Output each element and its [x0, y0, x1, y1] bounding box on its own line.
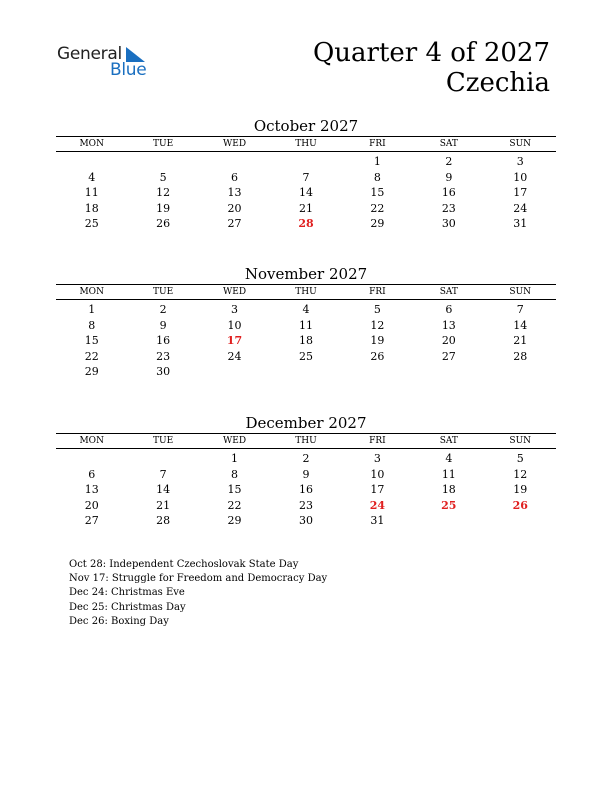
- logo: [57, 44, 157, 84]
- day-cell: 9: [159, 318, 167, 332]
- day-cell: 5: [516, 452, 524, 465]
- holiday-item: Oct 28: Independent Czechoslovak State Day: [69, 559, 299, 570]
- day-cell: 7: [302, 170, 310, 184]
- day-cell: 12: [513, 467, 528, 481]
- day-cell: 21: [156, 498, 171, 512]
- day-cell: 29: [370, 217, 385, 230]
- month-october: [56, 116, 556, 232]
- day-cell: [413, 513, 484, 529]
- day-cell: 29: [84, 365, 99, 378]
- day-cell: [485, 513, 556, 529]
- week-row: [56, 302, 556, 318]
- day-cell: 30: [156, 365, 171, 378]
- day-cell: 15: [370, 186, 385, 199]
- day-cell: 18: [84, 201, 99, 215]
- day-cell: 2: [445, 155, 453, 168]
- day-cell: 22: [84, 349, 99, 363]
- day-cell: 3: [373, 452, 381, 465]
- weekday-label: WED: [223, 436, 247, 446]
- day-cell: 25: [441, 498, 457, 512]
- month-title: December 2027: [245, 414, 367, 432]
- week-row: [56, 513, 556, 529]
- week-row: [56, 170, 556, 186]
- day-cell: 28: [513, 349, 528, 363]
- day-cell: 30: [298, 514, 313, 527]
- weekday-label: MON: [79, 139, 104, 149]
- day-cell: 21: [298, 201, 313, 215]
- weekday-label: SAT: [439, 139, 458, 149]
- day-cell: 16: [298, 483, 313, 496]
- month-november: [56, 264, 556, 380]
- week-row: [56, 349, 556, 365]
- day-cell: 26: [512, 498, 528, 512]
- day-cell: 23: [298, 498, 313, 512]
- week-row: [56, 451, 556, 467]
- day-cell: 10: [513, 170, 528, 184]
- week-row: [56, 201, 556, 217]
- day-cell: 21: [513, 334, 528, 347]
- day-cell: [56, 451, 127, 467]
- holiday-item: Dec 25: Christmas Day: [69, 601, 186, 613]
- day-cell: 29: [227, 514, 242, 527]
- day-cell: [485, 364, 556, 380]
- month-december: [56, 413, 556, 529]
- week-row: [56, 154, 556, 170]
- weekday-label: WED: [223, 287, 247, 297]
- weekday-label: SUN: [509, 436, 532, 446]
- day-cell: 17: [513, 186, 528, 199]
- day-cell: 12: [156, 186, 171, 199]
- weekday-label: SAT: [439, 287, 458, 297]
- day-cell: 22: [370, 201, 385, 215]
- day-cell: 19: [156, 201, 171, 215]
- weekday-header: [56, 136, 556, 152]
- weekday-label: SUN: [509, 287, 532, 297]
- week-row: [56, 482, 556, 498]
- day-cell: 16: [441, 186, 456, 199]
- holiday-item: Dec 26: Boxing Day: [69, 615, 169, 627]
- day-cell: 17: [226, 334, 243, 347]
- month-title: October 2027: [253, 117, 359, 135]
- day-cell: 28: [298, 217, 314, 230]
- day-cell: 20: [84, 498, 99, 512]
- day-cell: 5: [373, 303, 381, 316]
- day-cell: 24: [513, 201, 528, 215]
- day-cell: 11: [298, 318, 313, 332]
- day-cell: 27: [84, 514, 99, 527]
- day-cell: 8: [373, 170, 381, 184]
- week-row: [56, 498, 556, 514]
- day-cell: [127, 451, 198, 467]
- day-cell: 14: [513, 318, 528, 332]
- day-cell: [413, 364, 484, 380]
- day-cell: 2: [302, 452, 310, 465]
- weekday-label: SUN: [509, 139, 532, 149]
- day-cell: [199, 364, 270, 380]
- day-cell: 1: [88, 303, 96, 316]
- day-cell: 6: [88, 467, 96, 481]
- weekday-label: SAT: [439, 436, 458, 446]
- logo-text-blue: Blue: [110, 60, 147, 80]
- day-cell: 5: [159, 170, 167, 184]
- day-cell: 19: [370, 334, 385, 347]
- day-cell: [56, 154, 127, 170]
- day-cell: 13: [441, 318, 456, 332]
- weekday-label: THU: [295, 436, 317, 446]
- day-cell: 18: [298, 334, 313, 347]
- holiday-list: [69, 558, 327, 629]
- weekday-label: THU: [295, 287, 317, 297]
- day-cell: 4: [88, 170, 96, 184]
- weekday-label: FRI: [369, 139, 386, 149]
- month-title: November 2027: [244, 265, 368, 283]
- day-cell: 8: [88, 318, 96, 332]
- day-cell: 25: [84, 217, 99, 230]
- day-cell: 15: [84, 334, 99, 347]
- day-cell: 11: [441, 467, 456, 481]
- weekday-label: THU: [295, 139, 317, 149]
- day-cell: 2: [159, 303, 167, 316]
- day-cell: 20: [441, 334, 456, 347]
- weekday-header: [56, 284, 556, 300]
- day-cell: 4: [302, 303, 310, 316]
- day-cell: 4: [445, 452, 453, 465]
- week-row: [56, 216, 556, 232]
- day-cell: 13: [227, 186, 242, 199]
- day-cell: 20: [227, 201, 242, 215]
- day-cell: 7: [516, 303, 524, 316]
- day-cell: [270, 364, 341, 380]
- weekday-label: TUE: [153, 436, 174, 446]
- day-cell: 27: [441, 349, 456, 363]
- day-cell: 26: [156, 217, 171, 230]
- day-cell: 18: [441, 483, 456, 496]
- day-cell: 27: [227, 217, 242, 230]
- week-row: [56, 318, 556, 334]
- day-cell: 13: [84, 483, 99, 496]
- day-cell: 6: [445, 303, 453, 316]
- country-title: Czechia: [445, 68, 550, 98]
- day-cell: 17: [370, 483, 385, 496]
- weekday-label: FRI: [369, 287, 386, 297]
- day-cell: 23: [441, 201, 456, 215]
- week-row: [56, 185, 556, 201]
- weekday-label: WED: [223, 139, 247, 149]
- holiday-item: Nov 17: Struggle for Freedom and Democracy Day: [69, 573, 328, 585]
- logo-text-general: General: [57, 44, 122, 64]
- weekday-label: TUE: [153, 287, 174, 297]
- day-cell: 3: [516, 155, 524, 168]
- day-cell: 8: [231, 467, 239, 481]
- week-row: [56, 467, 556, 483]
- day-cell: 28: [156, 514, 171, 527]
- day-cell: 16: [156, 334, 171, 347]
- day-cell: 22: [227, 498, 242, 512]
- week-row: [56, 333, 556, 349]
- day-cell: 1: [231, 452, 239, 465]
- day-cell: 31: [370, 514, 385, 527]
- day-cell: 9: [445, 170, 453, 184]
- day-cell: 15: [227, 483, 242, 496]
- day-cell: 31: [513, 217, 528, 230]
- weekday-label: FRI: [369, 436, 386, 446]
- day-cell: 24: [369, 498, 386, 512]
- day-cell: 14: [156, 483, 171, 496]
- day-cell: 1: [373, 155, 381, 168]
- page-title: Quarter 4 of 2027: [312, 38, 550, 68]
- day-cell: 10: [370, 467, 385, 481]
- day-cell: 19: [513, 483, 528, 496]
- day-cell: 9: [302, 467, 310, 481]
- day-cell: 30: [441, 217, 456, 230]
- day-cell: [342, 364, 413, 380]
- day-cell: 11: [84, 186, 99, 199]
- day-cell: 3: [231, 303, 239, 316]
- day-cell: 26: [370, 349, 385, 363]
- day-cell: 24: [227, 349, 242, 363]
- day-cell: [127, 154, 198, 170]
- day-cell: 10: [227, 318, 242, 332]
- weekday-label: MON: [79, 287, 104, 297]
- day-cell: [270, 154, 341, 170]
- weekday-label: TUE: [153, 139, 174, 149]
- day-cell: 7: [159, 467, 167, 481]
- week-row: [56, 364, 556, 380]
- day-cell: 14: [298, 186, 313, 199]
- day-cell: 25: [298, 349, 313, 363]
- holiday-item: Dec 24: Christmas Eve: [69, 587, 185, 599]
- day-cell: 12: [370, 318, 385, 332]
- day-cell: [199, 154, 270, 170]
- day-cell: 6: [231, 170, 239, 184]
- weekday-header: [56, 433, 556, 449]
- day-cell: 23: [156, 349, 171, 363]
- weekday-label: MON: [79, 436, 104, 446]
